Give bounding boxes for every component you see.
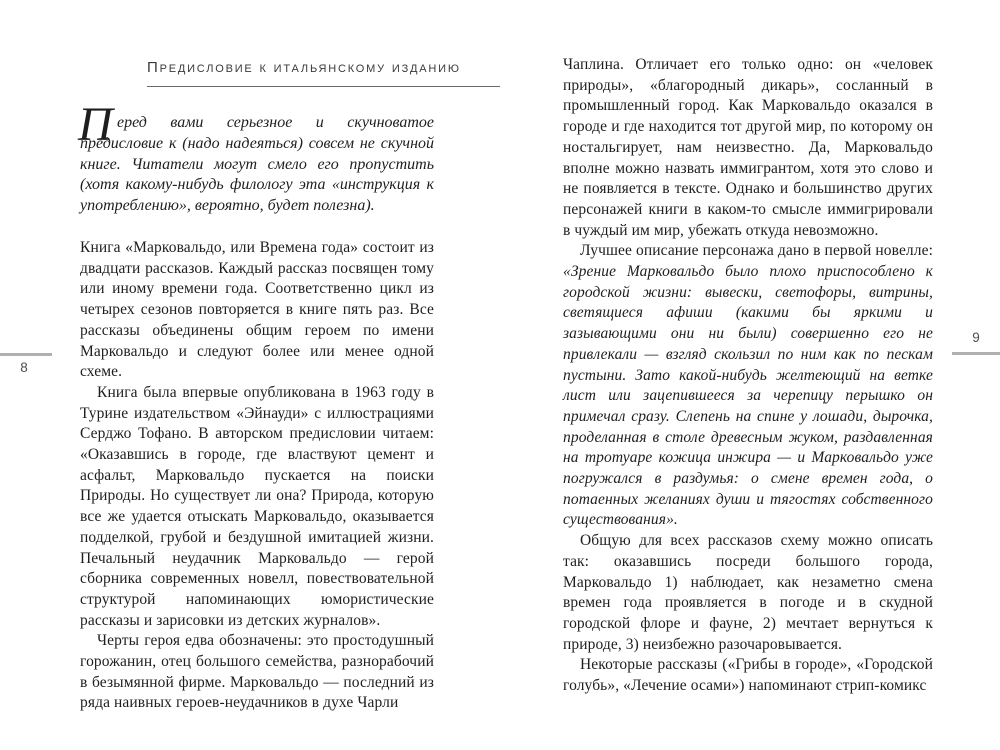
page-number-left: 8 bbox=[20, 360, 28, 375]
paragraph-lead: Лучшее описание персонажа дано в первой новелле: bbox=[580, 242, 933, 260]
chapter-title: Предисловие к итальянскому изданию bbox=[147, 59, 461, 76]
paragraph: Книга была впервые опубликована в 1963 году в Турине издательством «Эйнауди» с иллюстрациями Серджо Тофано. В авторском предисловии читаем: «Оказавшись в городе, где властвуют цемент и асфальт, Марковальдо пускается на поиски Природы. Но существует ли она? Природа, которую все же удается отыскать Марковальдо, оказывается подделкой, грубой и бездушной имитацией жизни. Печальный неудачник Марковальдо — герой сборника современных новелл, повествовательной структурой напоминающих юмористические рассказы и зарисовки из детских журналов». bbox=[80, 383, 434, 629]
italic-quotation: «Зрение Марковальдо было плохо приспособлено к городской жизни: вывески, светофоры, витрины, светящиеся афиши (какими бы яркими и зазывающими они ни были) совершенно его не привлекали — взгляд скользил по ним как по пескам пустыни. Зато какой-нибудь желтеющий на ветке лист или зацепившееся за черепицу перышко он примечал сразу. Слепень на спине у лошади, дырочка, проделанная в столе древесным жуком, раздавленная на тротуаре кожица инжира — и Марковальдо уже погружался в раздумья: о смене времен года, о потаенных желаниях души и тягостях собственного существования». bbox=[563, 263, 933, 529]
page-edge-rule-right bbox=[952, 352, 1000, 355]
paragraph: Чаплина. Отличает его только одно: он «человек природы», «благородный дикарь», сосланный в промышленный город. Как Марковальдо оказался в городе и где находится тот другой мир, по которому он ностальгирует, нам неизвестно. Да, Марковальдо вполне можно назвать иммигрантом, хотя это слово и не появляется в тексте. Однако и большинство других персонажей книги в каком-то смысле иммигрировали в чуждый им мир, убежать откуда невозможно. bbox=[563, 56, 933, 239]
left-page bbox=[80, 0, 434, 714]
paragraph: Книга «Марковальдо, или Времена года» состоит из двадцати рассказов. Каждый рассказ посвящен тому или иному времени года. Соответственно цикл из четырех сезонов повторяется в книге пять раз. Все рассказы объединены общим героем по имени Марковальдо и следуют более или менее одной схеме. bbox=[80, 238, 434, 381]
drop-cap: П bbox=[78, 98, 113, 151]
right-page bbox=[563, 55, 933, 697]
page-edge-rule-left bbox=[0, 353, 52, 356]
intro-paragraph: еред вами серьезное и скучноватое предисловие к (надо надеяться) совсем не скучной книге. Читатели могут смело его пропустить (хотя какому-нибудь филологу эта «инструкция к употреблению», вероятно, будет полезна). bbox=[80, 114, 434, 215]
page-number-right: 9 bbox=[972, 330, 980, 345]
paragraph: Общую для всех рассказов схему можно описать так: оказавшись посреди большого города, Марковальдо 1) наблюдает, как незаметно смена времен года проявляется в погоде и в скудной городской флоре и фауне, 2) мечтает вернуться к природе, 3) неизбежно разочаровывается. bbox=[563, 532, 933, 653]
paragraph bbox=[563, 241, 933, 531]
paragraph: Некоторые рассказы («Грибы в городе», «Городской голубь», «Лечение осами») напоминают стрип-комикс bbox=[563, 656, 933, 695]
paragraph: Черты героя едва обозначены: это простодушный горожанин, отец большого семейства, разнорабочий в безымянной фирме. Марковальдо — последний из ряда наивных героев-неудачников в духе Чарли bbox=[80, 632, 434, 712]
